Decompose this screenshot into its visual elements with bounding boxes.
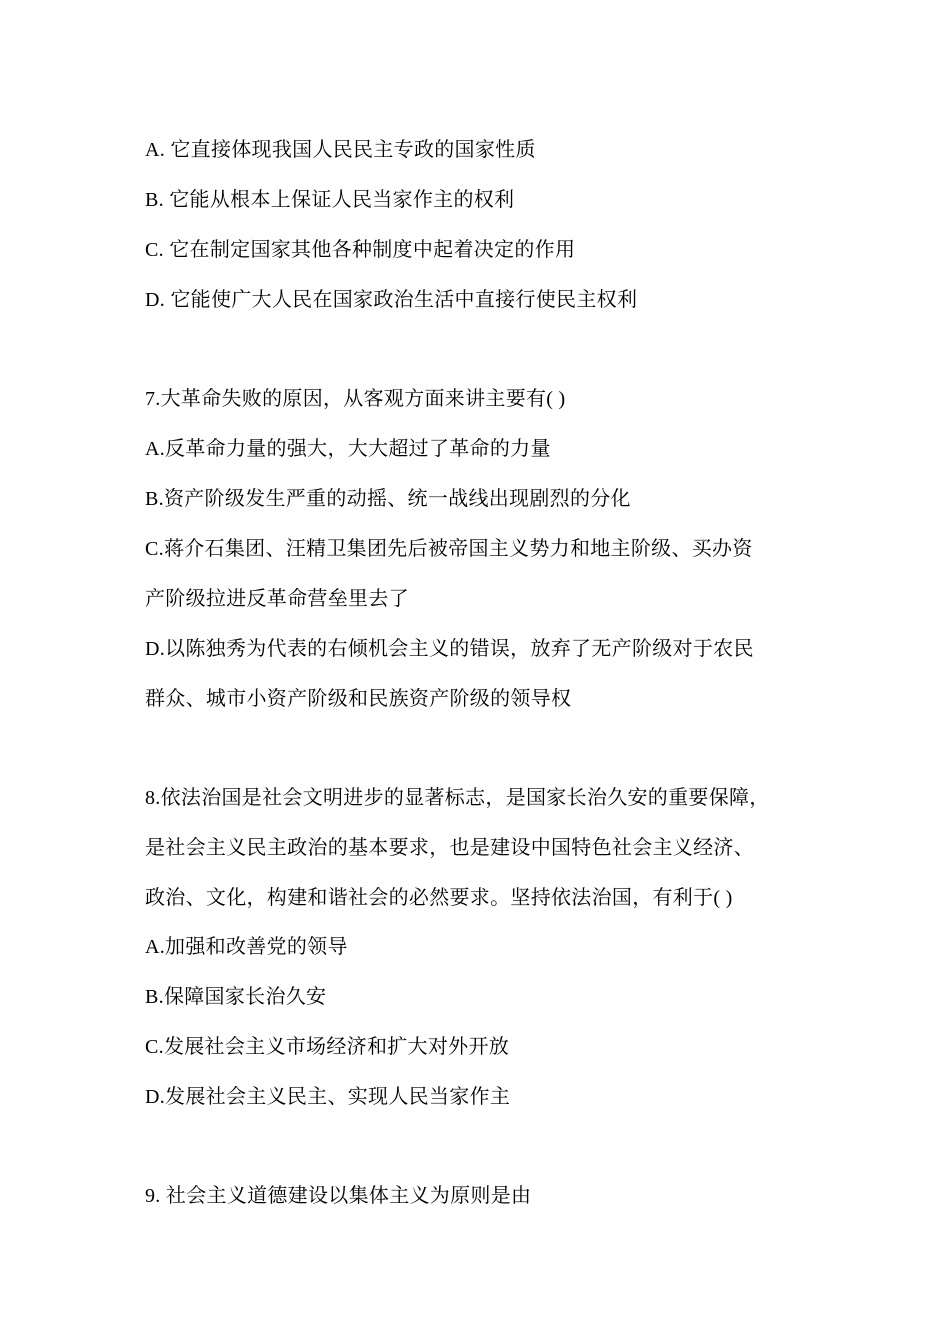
q8-option-c: C.发展社会主义市场经济和扩大对外开放 (145, 1036, 510, 1058)
q8-stem-line-1: 8.依法治国是社会文明进步的显著标志，是国家长治久安的重要保障， (145, 787, 770, 809)
q8-option-d: D.发展社会主义民主、实现人民当家作主 (145, 1086, 511, 1108)
q7-stem: 7.大革命失败的原因，从客观方面来讲主要有( ) (145, 388, 566, 410)
q7-option-d-line-2: 群众、城市小资产阶级和民族资产阶级的领导权 (145, 688, 572, 710)
q6-option-a: A. 它直接体现我国人民民主专政的国家性质 (145, 139, 536, 161)
q8-stem-line-2: 是社会主义民主政治的基本要求，也是建设中国特色社会主义经济、 (145, 837, 754, 859)
q8-option-b: B.保障国家长治久安 (145, 986, 327, 1008)
q8-stem-line-3: 政治、文化，构建和谐社会的必然要求。坚持依法治国，有利于( ) (145, 887, 733, 909)
q7-option-c-line-2: 产阶级拉进反革命营垒里去了 (145, 588, 409, 610)
q7-option-a: A.反革命力量的强大，大大超过了革命的力量 (145, 438, 551, 460)
q8-option-a: A.加强和改善党的领导 (145, 936, 348, 958)
q6-option-c: C. 它在制定国家其他各种制度中起着决定的作用 (145, 239, 576, 261)
q7-option-c-line-1: C.蒋介石集团、汪精卫集团先后被帝国主义势力和地主阶级、买办资 (145, 538, 753, 560)
q6-option-d: D. 它能使广大人民在国家政治生活中直接行使民主权利 (145, 289, 638, 311)
q7-option-b: B.资产阶级发生严重的动摇、统一战线出现剧烈的分化 (145, 488, 631, 510)
q9-stem: 9. 社会主义道德建设以集体主义为原则是由 (145, 1185, 532, 1207)
q7-option-d-line-1: D.以陈独秀为代表的右倾机会主义的错误，放弃了无产阶级对于农民 (145, 638, 754, 660)
q6-option-b: B. 它能从根本上保证人民当家作主的权利 (145, 189, 515, 211)
